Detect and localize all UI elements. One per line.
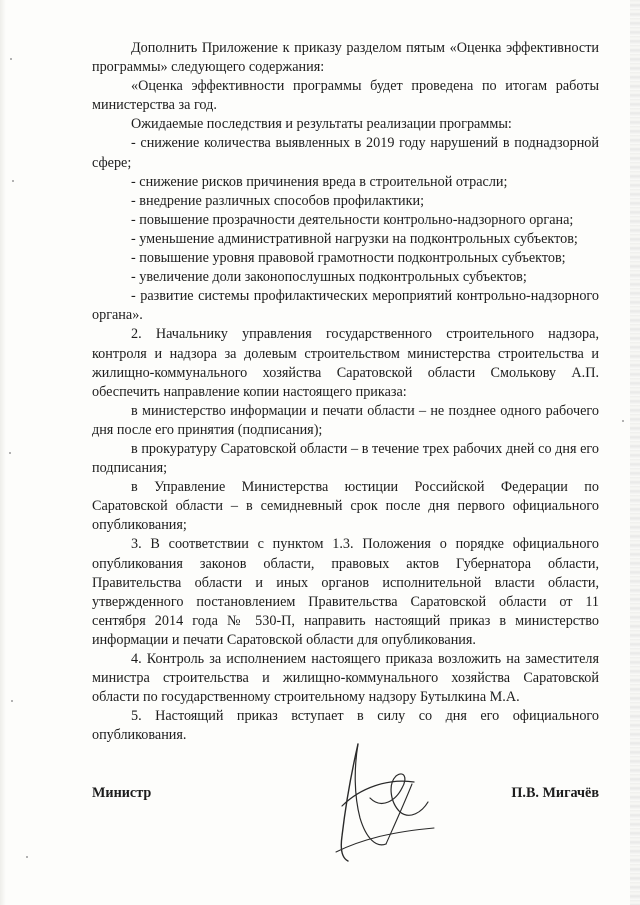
list-item: - внедрение различных способов профилактики; (131, 192, 425, 209)
list-item: - развитие системы профилактических мероприятий контрольно-надзорного органа». (92, 288, 599, 324)
scan-speck (622, 420, 624, 422)
signer-name: П.В. Мигачёв (511, 785, 599, 801)
order-item-2: 2. Начальнику управления государственного строительного надзора, контроля и надзора за долевым строительством министерства строительства и жилищно-коммунального хозяйства Саратовской области Смолькову А.П. обеспечить направление копии настоящего приказа: (92, 326, 599, 400)
scan-speck (12, 180, 14, 182)
body-paragraph: Ожидаемые последствия и результаты реализации программы: (131, 116, 512, 133)
recipient-item: в Управление Министерства юстиции Российской Федерации по Саратовской области – в семидневный срок после дня первого официального опубликования; (92, 479, 599, 534)
scan-speck (10, 58, 12, 60)
body-paragraph: «Оценка эффективности программы будет проведена по итогам работы министерства за год. (92, 78, 599, 114)
scan-edge-right (630, 0, 640, 905)
order-body-text (92, 39, 599, 745)
order-item-5: 5. Настоящий приказ вступает в силу со дня его официального опубликования. (92, 708, 599, 744)
scan-edge-left (0, 0, 6, 905)
order-item-4: 4. Контроль за исполнением настоящего приказа возложить на заместителя министра строительства и жилищно-коммунального хозяйства Саратовской области по государственному строительному надзору Бутылкина М.А. (92, 651, 599, 706)
list-item: - повышение уровня правовой грамотности подконтрольных субъектов; (131, 250, 566, 267)
recipient-item: в прокуратуру Саратовской области – в течение трех рабочих дней со дня его подписания; (92, 440, 599, 477)
scan-speck (26, 856, 28, 858)
list-item: - уменьшение административной нагрузки на подконтрольных субъектов; (131, 230, 578, 247)
position-title: Министр (92, 785, 152, 801)
scan-speck (9, 452, 11, 454)
order-item-3: 3. В соответствии с пунктом 1.3. Положения о порядке официального опубликования законов области, правовых актов Губернатора области, Правительства области и иных органов исполнительной власти области, утвержденного постановлением Правительства Саратовской области от 11 сентября 2014 года № 530-П, направить настоящий приказ в министерство информации и печати Саратовской области для опубликования. (92, 536, 599, 648)
body-paragraph: Дополнить Приложение к приказу разделом пятым «Оценка эффективности программы» следующего содержания: (92, 40, 599, 76)
list-item: - снижение рисков причинения вреда в строительной отрасли; (131, 173, 508, 190)
signature-block (92, 785, 599, 807)
list-item: - повышение прозрачности деятельности контрольно-надзорного органа; (131, 211, 574, 228)
scan-speck (11, 700, 13, 702)
list-item: - снижение количества выявленных в 2019 году нарушений в поднадзорной сфере; (92, 135, 599, 171)
recipient-item: в министерство информации и печати области – не позднее одного рабочего дня после его принятия (подписания); (92, 402, 599, 438)
list-item: - увеличение доли законопослушных подконтрольных субъектов; (131, 269, 527, 286)
